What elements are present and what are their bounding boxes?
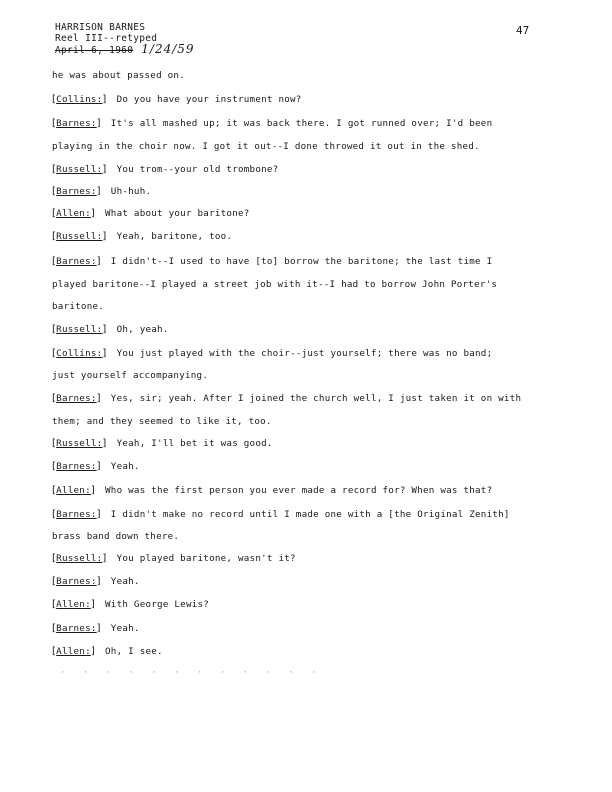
transcript-line [52,231,562,243]
line-text: You trom--your old trombone? [116,164,279,175]
page-number: 47 [516,24,530,37]
line-text: brass band down there. [52,531,180,542]
speaker-label: [Barnes:] [52,576,101,587]
speaker-label: [Collins:] [52,348,107,359]
transcript-line [52,553,562,565]
reel-label: Reel III--retyped [55,33,158,44]
line-text: You played baritone, wasn't it? [116,553,296,564]
line-text: Yeah, I'll bet it was good. [116,438,273,449]
transcript-line [52,576,562,588]
speaker-label: [Allen:] [52,208,96,219]
transcript-line [52,118,562,130]
speaker-label: [Russell:] [52,231,107,242]
line-text: I didn't make no record until I made one with a [the Original Zenith] [110,509,510,520]
transcript-line [52,94,562,106]
line-text: Uh-huh. [110,186,152,197]
transcript-line [52,393,562,405]
transcript-line [52,461,562,473]
handwritten-date: 1/24/59 [141,42,195,56]
transcript-line [52,370,562,382]
line-text: Do you have your instrument now? [116,94,302,105]
speaker-label: [Allen:] [52,485,96,496]
transcript-line [52,646,562,658]
line-text: Yeah. [110,576,140,587]
speaker-label: [Barnes:] [52,186,101,197]
transcript-line [52,348,562,360]
speaker-label: [Barnes:] [52,461,101,472]
speaker-label: [Barnes:] [52,256,101,267]
transcript-line [52,531,562,543]
speaker-label: [Russell:] [52,324,107,335]
transcript-line [52,70,562,82]
speaker-label: [Collins:] [52,94,107,105]
speaker-label: [Russell:] [52,553,107,564]
transcript-line [52,438,562,450]
transcript-line [52,208,562,220]
transcript-line [52,164,562,176]
line-text: Yes, sir; yeah. After I joined the church well, I just taken it on with [110,393,522,404]
transcript-line [52,141,562,153]
transcript-line [52,623,562,635]
transcript-line [52,485,562,497]
line-text: them; and they seemed to like it, too. [52,416,272,427]
transcript-line [52,599,562,611]
line-text: I didn't--I used to have [to] borrow the baritone; the last time I [110,256,493,267]
speaker-label: [Barnes:] [52,118,101,129]
line-text: he was about passed on. [52,70,185,81]
line-text: baritone. [52,301,105,312]
line-text: Yeah. [110,461,140,472]
line-text: Yeah, baritone, too. [116,231,233,242]
page-bottom-specks: · · · · · · · · · · · · [60,668,323,678]
speaker-label: [Allen:] [52,599,96,610]
line-text: played baritone--I played a street job with it--I had to borrow John Porter's [52,279,498,290]
line-text: just yourself accompanying. [52,370,209,381]
speaker-label: [Allen:] [52,646,96,657]
transcript-line [52,416,562,428]
interviewee-name: HARRISON BARNES [55,22,146,33]
transcript-line [52,324,562,336]
struck-date: April 6, 1960 [55,45,134,56]
transcript-line [52,301,562,313]
speaker-label: [Barnes:] [52,623,101,634]
line-text: Oh, I see. [105,646,163,657]
speaker-label: [Barnes:] [52,509,101,520]
line-text: Who was the first person you ever made a record for? When was that? [105,485,493,496]
line-text: playing in the choir now. I got it out--I done throwed it out in the shed. [52,141,480,152]
transcript-line [52,509,562,521]
line-text: It's all mashed up; it was back there. I got runned over; I'd been [110,118,493,129]
speaker-label: [Russell:] [52,164,107,175]
line-text: You just played with the choir--just yourself; there was no band; [116,348,493,359]
line-text: Oh, yeah. [116,324,169,335]
speaker-label: [Barnes:] [52,393,101,404]
date-line [55,44,195,56]
transcript-line [52,186,562,198]
line-text: Yeah. [110,623,140,634]
transcript-line [52,256,562,268]
line-text: With George Lewis? [105,599,210,610]
speaker-label: [Russell:] [52,438,107,449]
line-text: What about your baritone? [105,208,250,219]
transcript-line [52,279,562,291]
